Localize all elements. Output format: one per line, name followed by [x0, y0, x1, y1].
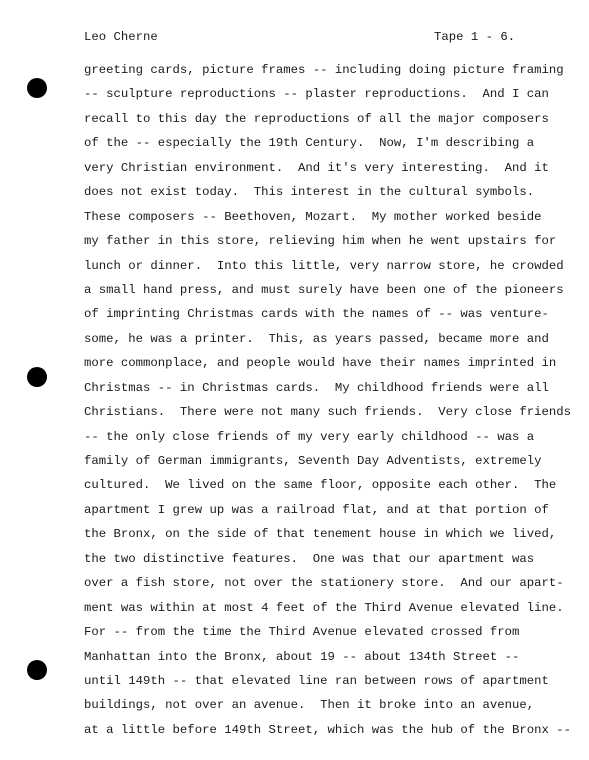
text-line: until 149th -- that elevated line ran between rows of apartment [84, 673, 549, 688]
text-line: lunch or dinner. Into this little, very narrow store, he crowded [84, 258, 564, 273]
text-line: cultured. We lived on the same floor, opposite each other. The [84, 478, 557, 493]
text-line: buildings, not over an avenue. Then it broke into an avenue, [84, 698, 535, 713]
text-line: my father in this store, relieving him when he went upstairs for [84, 234, 557, 249]
text-line: very Christian environment. And it's very interesting. And it [84, 160, 549, 175]
text-line: Christmas -- in Christmas cards. My childhood friends were all [84, 380, 549, 395]
text-line: the Bronx, on the side of that tenement house in which we lived, [84, 527, 557, 542]
text-line: -- sculpture reproductions -- plaster reproductions. And I can [84, 87, 549, 102]
punch-hole-middle [27, 367, 47, 387]
text-line: Christians. There were not many such friends. Very close friends [84, 405, 572, 420]
text-line: at a little before 149th Street, which was the hub of the Bronx -- [84, 722, 572, 737]
text-line: For -- from the time the Third Avenue elevated crossed from [84, 625, 520, 640]
punch-hole-top [27, 78, 47, 98]
text-line: over a fish store, not over the stationery store. And our apart- [84, 576, 564, 591]
text-line: a small hand press, and must surely have been one of the pioneers [84, 282, 564, 297]
text-line: of the -- especially the 19th Century. Now, I'm describing a [84, 136, 535, 151]
speaker-name: Leo Cherne [84, 30, 158, 44]
text-line: more commonplace, and people would have their names imprinted in [84, 356, 557, 371]
punch-hole-bottom [27, 660, 47, 680]
text-line: does not exist today. This interest in the cultural symbols. [84, 185, 535, 200]
text-line: greeting cards, picture frames -- including doing picture framing [84, 63, 564, 77]
text-line: Manhattan into the Bronx, about 19 -- about 134th Street -- [84, 649, 520, 664]
text-line: ment was within at most 4 feet of the Third Avenue elevated line. [84, 600, 564, 615]
text-line: -- the only close friends of my very early childhood -- was a [84, 429, 535, 444]
text-line: These composers -- Beethoven, Mozart. My mother worked beside [84, 209, 542, 224]
text-line: the two distinctive features. One was that our apartment was [84, 551, 535, 566]
text-line: family of German immigrants, Seventh Day Adventists, extremely [84, 454, 542, 468]
text-line: apartment I grew up was a railroad flat, and at that portion of [84, 502, 549, 517]
tape-number: Tape 1 - 6. [434, 30, 516, 44]
text-line: some, he was a printer. This, as years passed, became more and [84, 331, 549, 346]
text-line: recall to this day the reproductions of all the major composers [84, 111, 549, 126]
transcript-body [84, 62, 572, 746]
text-line: of imprinting Christmas cards with the names of -- was venture- [84, 307, 549, 322]
